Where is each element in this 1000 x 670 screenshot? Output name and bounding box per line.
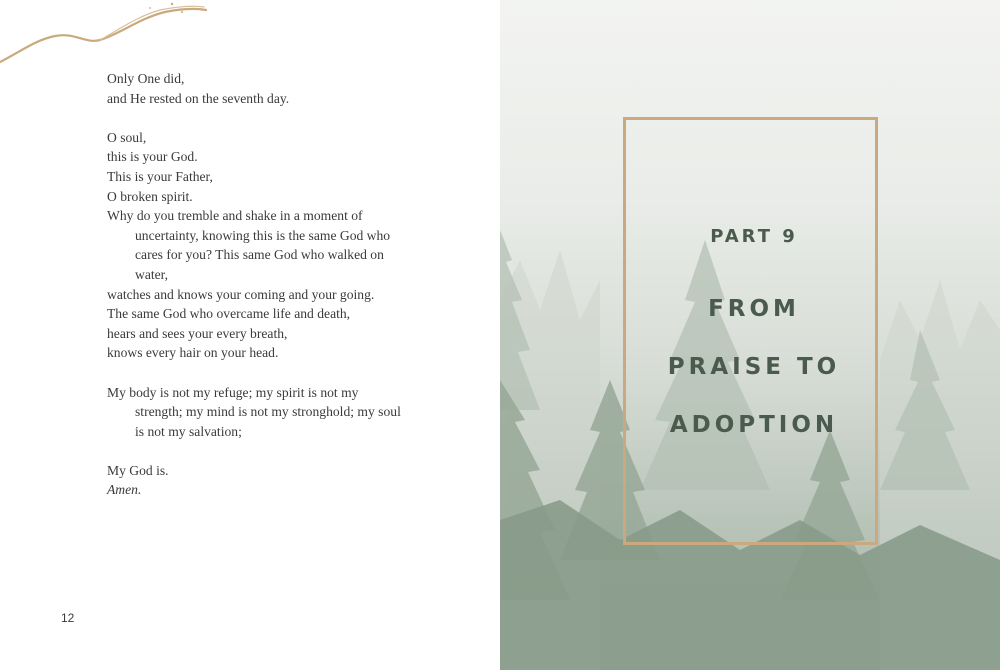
poem-line: knows every hair on your head. [107, 345, 279, 361]
poem-line: watches and knows your coming and your going. [107, 286, 375, 302]
chapter-title-line-1: FROM [708, 296, 800, 322]
chapter-title-line-2: PRAISE TO [667, 354, 841, 380]
poem-text [107, 69, 407, 520]
poem-line: and He rested on the seventh day. [107, 90, 290, 106]
right-page [500, 0, 1000, 670]
poem-line: hears and sees your every breath, [107, 325, 288, 341]
poem-line: Why do you tremble and shake in a moment of uncertainty, knowing this is the same God who cares for you? This same God who walked on water, [107, 208, 391, 282]
poem-line: My God is. [107, 462, 169, 478]
part-label: PART 9 [710, 226, 798, 247]
stanza-1 [107, 69, 407, 108]
page-number: 12 [61, 611, 75, 625]
stanza-2 [107, 128, 407, 363]
closing-amen: Amen. [107, 482, 142, 498]
poem-line: The same God who overcame life and death, [107, 306, 351, 322]
poem-line: Only One did, [107, 71, 185, 86]
poem-line: This is your Father, [107, 168, 213, 184]
stanza-3 [107, 383, 407, 442]
poem-line: O broken spirit. [107, 188, 193, 204]
chapter-title-line-3: ADOPTION [669, 412, 839, 438]
stanza-4 [107, 461, 407, 500]
poem-line: O soul, [107, 129, 147, 145]
gold-frame [623, 117, 878, 545]
poem-line: this is your God. [107, 149, 198, 165]
poem-line: My body is not my refuge; my spirit is not my strength; my mind is not my stronghold; my soul is not my salvation; [107, 384, 401, 439]
gold-brush-stroke [0, 0, 220, 70]
